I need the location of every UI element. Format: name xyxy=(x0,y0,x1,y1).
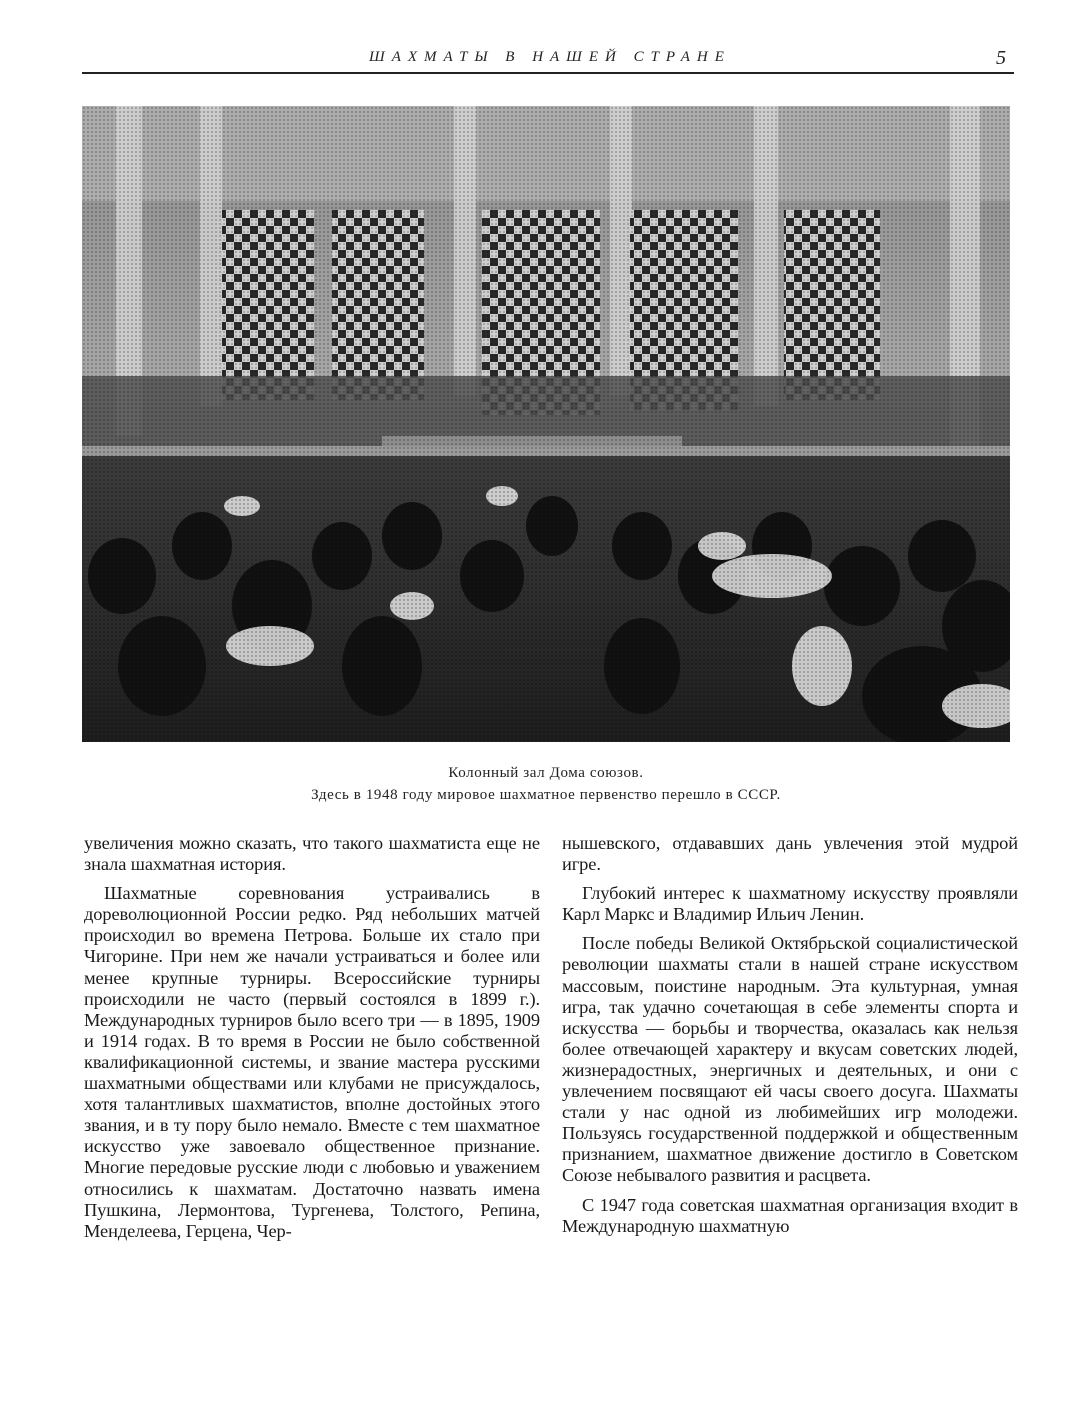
right-column xyxy=(562,833,1018,1237)
left-column xyxy=(84,833,540,1242)
hall-photograph xyxy=(82,106,1010,742)
page-number: 5 xyxy=(996,47,1006,69)
header-rule xyxy=(82,72,1014,74)
running-head: ШАХМАТЫ В НАШЕЙ СТРАНЕ xyxy=(369,49,731,65)
left-paragraph-1: увеличения можно сказать, что такого шахматиста еще не знала шахматная история. xyxy=(84,833,540,875)
caption-line-2: Здесь в 1948 году мировое шахматное первенство перешло в СССР. xyxy=(311,787,781,803)
right-paragraph-1: нышевского, отдававших дань увлечения этой мудрой игре. xyxy=(562,833,1018,875)
left-paragraph-2: Шахматные соревнования устраивались в дореволюционной России редко. Ряд небольших матчей происходил во времена Петрова. Больше их стало при Чигорине. При нем же начали устраиваться и более или менее крупные турниры. Всероссийские турниры происходили не часто (первый состоялся в 1899 г.). Международных турниров было всего три — в 1895, 1909 и 1914 годах. В то время в России не было собственной квалификационной системы, и звание мастера русскими шахматными обществами или клубами не присуждалось, хотя талантливых шахматистов, вполне достойных этого звания, и в ту пору было немало. Вместе с тем шахматное искусство уже завоевало общественное признание. Многие передовые русские люди с любовью и уважением относились к шахматам. Достаточно назвать имена Пушкина, Лермонтова, Тургенева, Толстого, Репина, Менделеева, Герцена, Чер- xyxy=(84,883,540,1241)
figure-caption xyxy=(82,762,1010,806)
right-paragraph-2: Глубокий интерес к шахматному искусству проявляли Карл Маркс и Владимир Ильич Ленин. xyxy=(562,883,1018,925)
right-paragraph-4: С 1947 года советская шахматная организация входит в Международную шахматную xyxy=(562,1194,1018,1236)
right-paragraph-3: После победы Великой Октябрьской социалистической революции шахматы стали в нашей стране искусством массовым, поистине народным. Эта культурная, умная игра, так удачно сочетающая в себе элементы спорта и искусства — борьбы и творчества, оказалась как нельзя более отвечающей характеру и вкусам советских людей, жизнерадостных, энергичных и деятельных, и они с увлечением посвящают ей часы своего досуга. Шахматы стали у нас одной из любимейших игр молодежи. Пользуясь государственной поддержкой и общественным признанием, шахматное движение достигло в Советском Союзе небывалого развития и расцвета. xyxy=(562,933,1018,1186)
caption-line-1: Колонный зал Дома союзов. xyxy=(448,765,644,781)
